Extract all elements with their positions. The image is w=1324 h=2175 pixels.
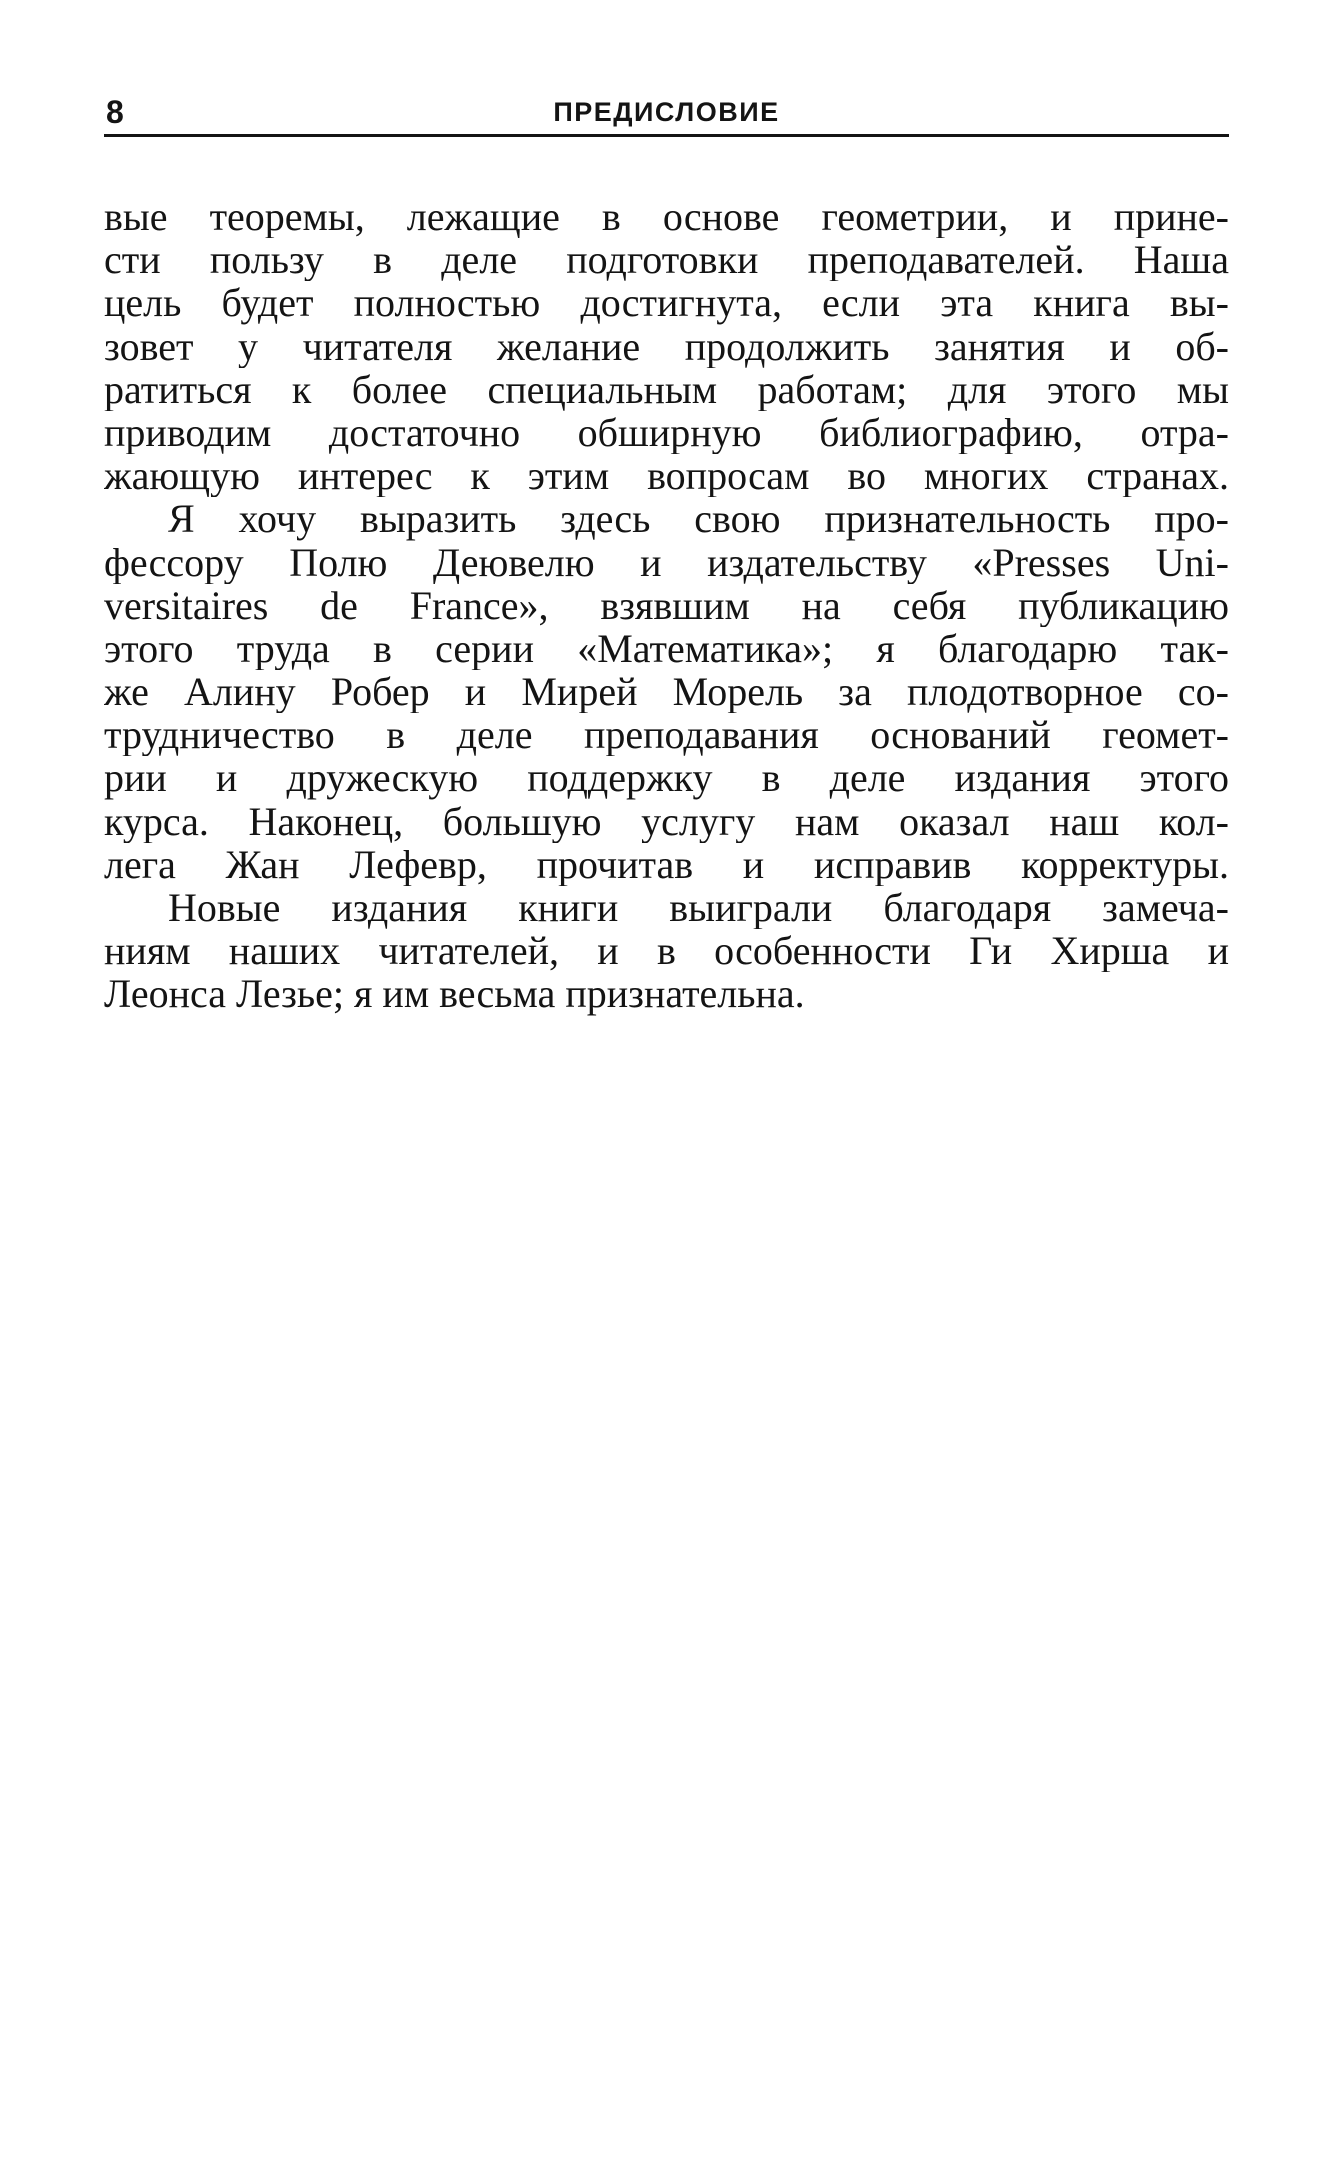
paragraph-1 (104, 195, 1229, 497)
text-line: жающую интерес к этим вопросам во многих странах. (104, 454, 1229, 498)
text-line: этого труда в серии «Математика»; я благодарю так- (104, 626, 1229, 671)
text-line: versitaires de France», взявшим на себя публикацию (104, 583, 1229, 627)
text-line: вые теоремы, лежащие в основе геометрии, и прине- (104, 195, 1229, 239)
text-line: рии и дружескую поддержку в деле издания этого (104, 756, 1229, 800)
text-line: лега Жан Лефевр, прочитав и исправив корректуры. (104, 842, 1229, 886)
body-text (104, 195, 1229, 1016)
text-line: приводим достаточно обширную библиографию, отра- (104, 410, 1229, 455)
page-number: 8 (106, 94, 124, 130)
text-line: же Алину Робер и Мирей Морель за плодотворное со- (104, 670, 1229, 714)
text-line: курса. Наконец, большую услугу нам оказал наш кол- (104, 799, 1229, 843)
text-line: Новые издания книги выиграли благодаря замеча- (168, 886, 1229, 930)
paragraph-3 (104, 886, 1229, 1016)
text-line: трудничество в деле преподавания оснований геомет- (104, 713, 1229, 757)
text-line: цель будет полностью достигнута, если эта книга вы- (104, 281, 1229, 325)
text-line: Леонса Лезье; я им весьма признательна. (104, 972, 805, 1016)
text-line: сти пользу в деле подготовки преподавателей. Наша (104, 238, 1229, 282)
running-head (104, 86, 1229, 136)
text-line: зовет у читателя желание продолжить занятия и об- (104, 324, 1229, 368)
header-rule (104, 134, 1229, 137)
text-line: фессору Полю Деювелю и издательству «Presses Uni- (104, 540, 1229, 584)
running-title: ПРЕДИСЛОВИЕ (553, 97, 780, 127)
text-line: ратиться к более специальным работам; для этого мы (104, 367, 1229, 411)
text-line: ниям наших читателей, и в особенности Ги Хирша и (104, 929, 1229, 973)
paragraph-2 (104, 497, 1229, 886)
text-line: Я хочу выразить здесь свою признательность про- (168, 497, 1229, 541)
